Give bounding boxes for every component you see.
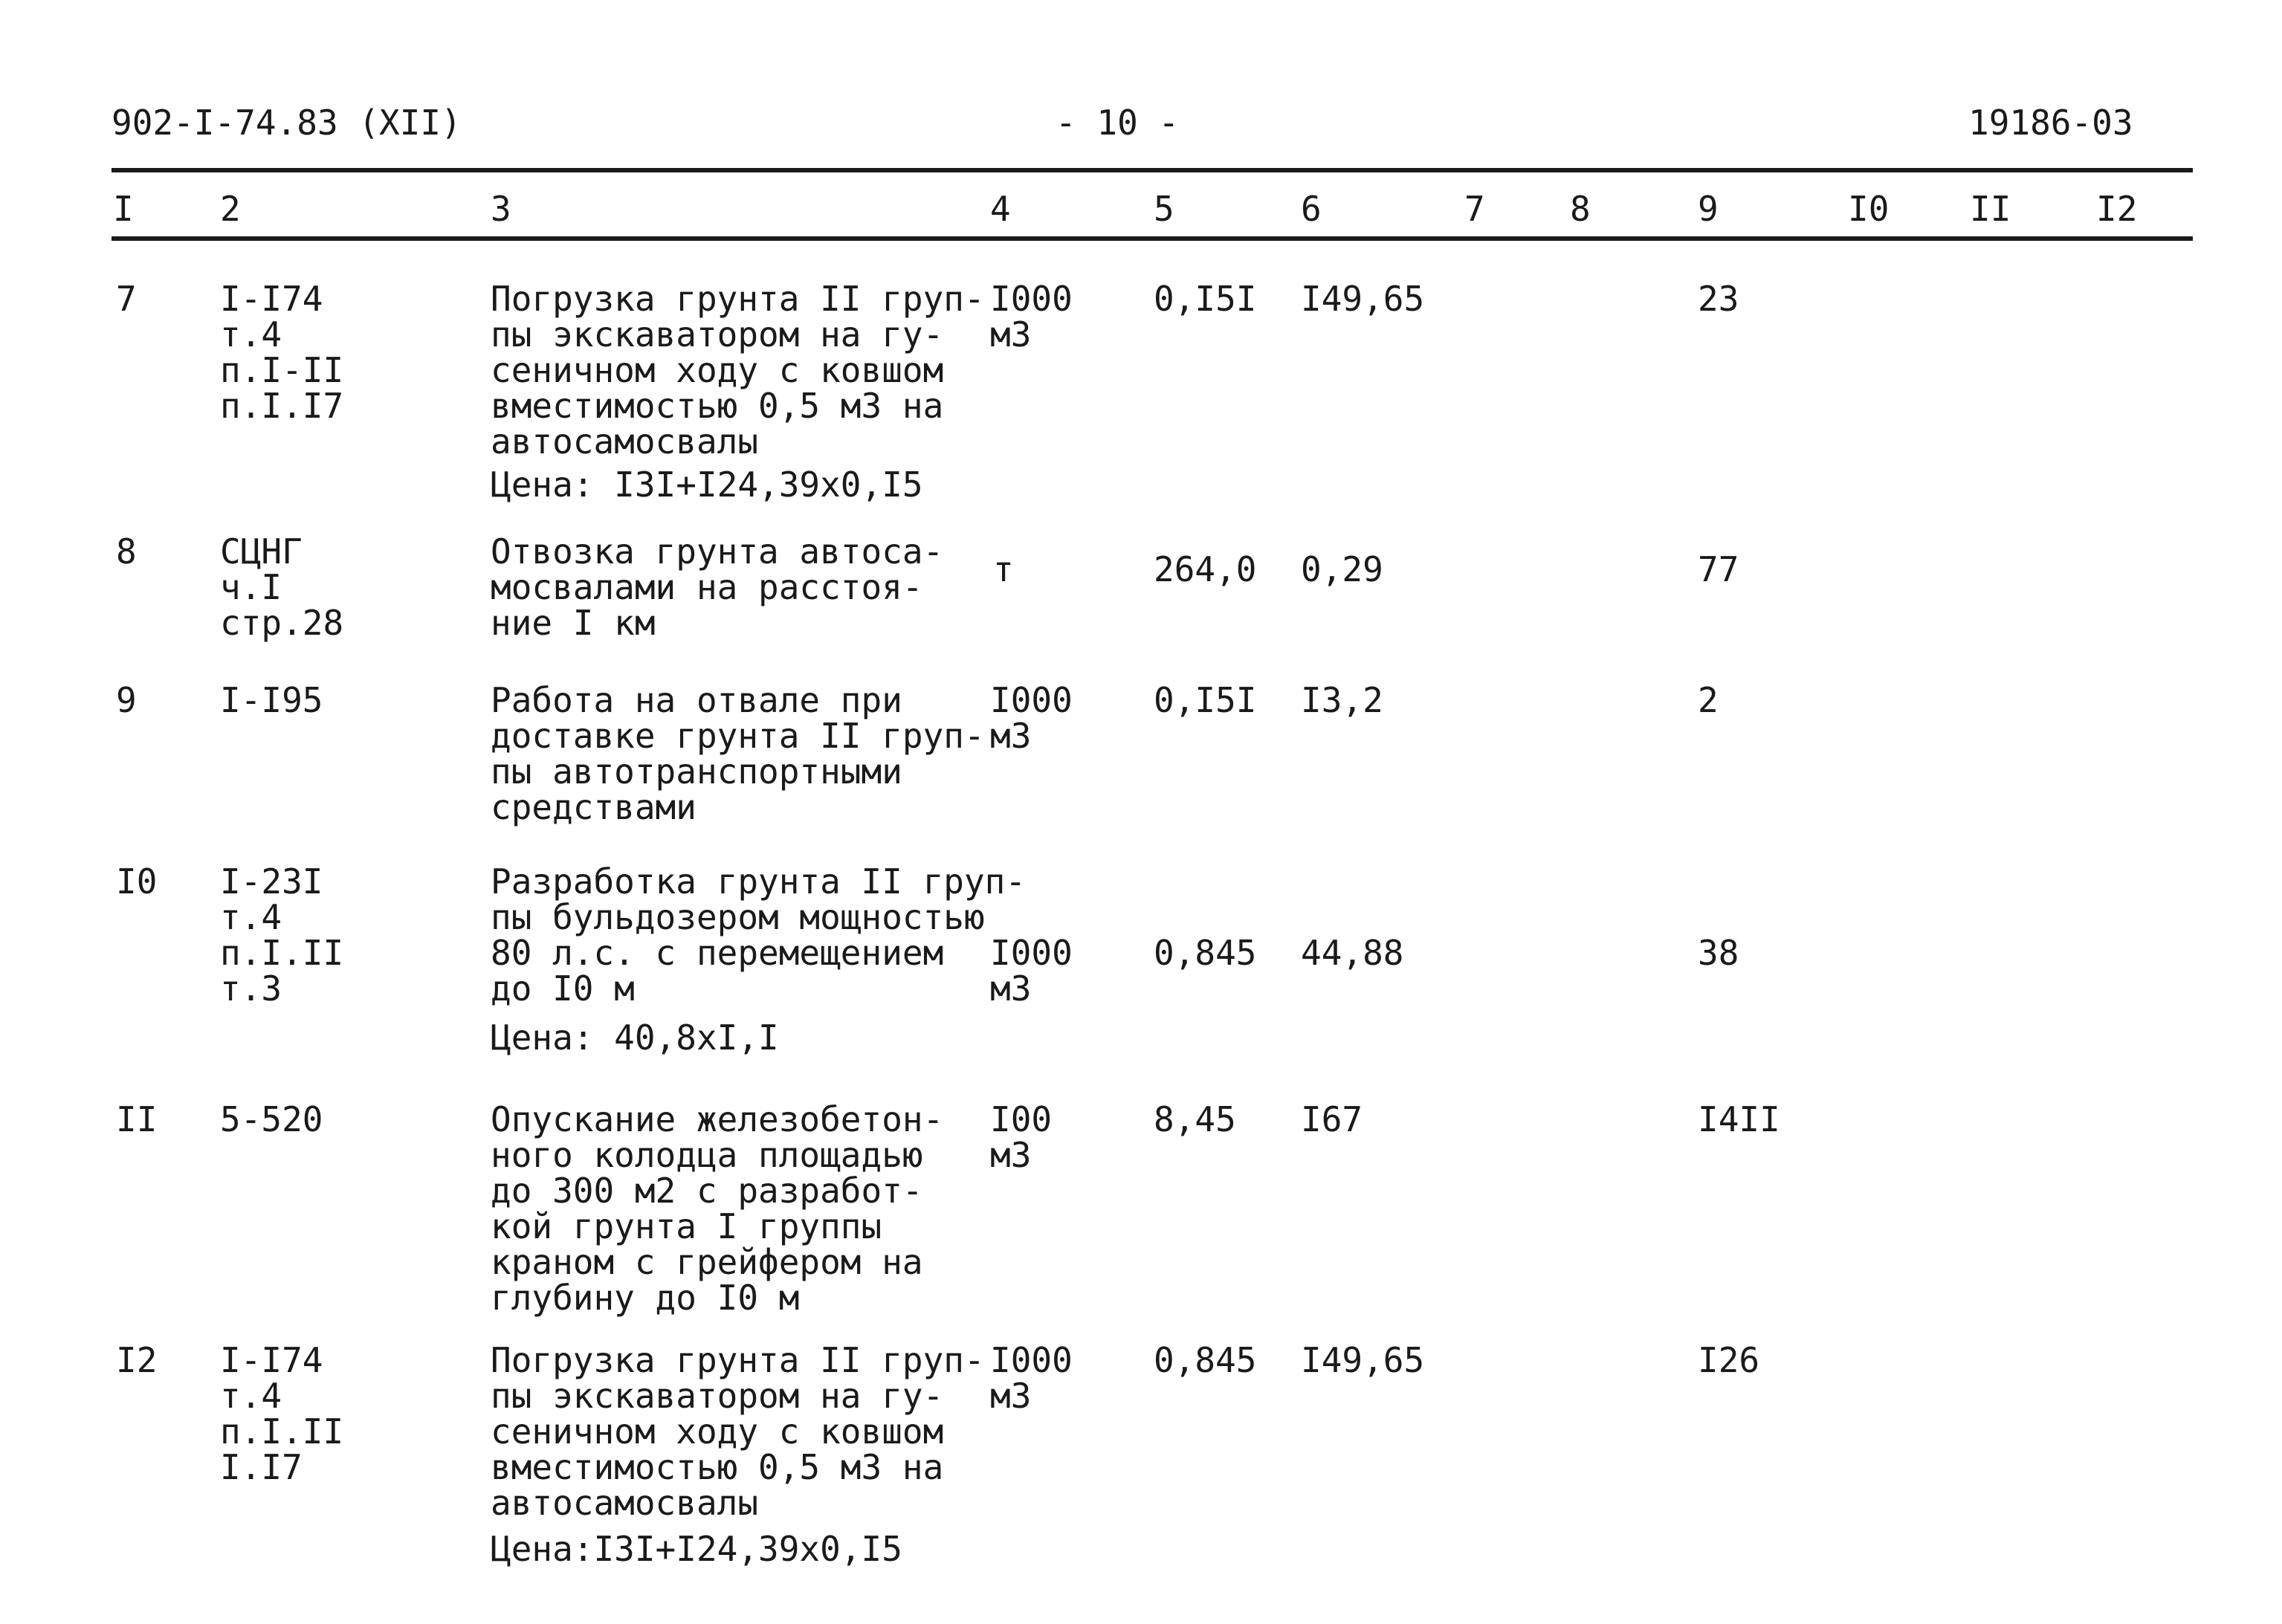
row-number: 8 <box>116 531 137 572</box>
unit: I000 м3 <box>990 680 1073 756</box>
document-code: 902-I-74.83 (XII) <box>111 103 462 143</box>
quantity: 8,45 <box>1154 1099 1236 1139</box>
quantity: 0,I5I <box>1154 279 1257 319</box>
total-cost: 38 <box>1698 933 1739 973</box>
column-header-8: 8 <box>1570 189 1591 229</box>
unit: I000 м3 <box>990 933 1073 1009</box>
column-header-10: I0 <box>1848 189 1890 229</box>
row-number: I2 <box>116 1340 158 1380</box>
unit: I000 м3 <box>990 1340 1073 1416</box>
work-description: Отвозка грунта автоса- мосвалами на расстоя- ние I км <box>491 531 944 643</box>
norm-code: I-23I т.4 п.I.II т.3 <box>220 861 344 1009</box>
row-number: 9 <box>116 680 137 720</box>
norm-code: I-I74 т.4 п.I-II п.I.I7 <box>220 279 344 426</box>
norm-code: I-I95 <box>220 680 323 720</box>
quantity: 0,I5I <box>1154 680 1257 720</box>
row-number: II <box>116 1099 158 1139</box>
norm-code: СЦНГ ч.I стр.28 <box>220 531 344 643</box>
unit-price: I49,65 <box>1301 1340 1425 1380</box>
header-bottom-rule <box>111 236 2193 241</box>
column-header-5: 5 <box>1154 189 1174 229</box>
row-number: 7 <box>116 279 137 319</box>
total-cost: I26 <box>1698 1340 1760 1380</box>
work-description: Погрузка грунта II груп- пы экскаватором на гу- сеничном ходу с ковшом вместимостью 0,5 м3 на автосамосвалы <box>491 1340 985 1523</box>
total-cost: 23 <box>1698 279 1739 319</box>
quantity: 0,845 <box>1154 1340 1257 1380</box>
column-header-3: 3 <box>491 189 511 229</box>
column-header-1: I <box>113 189 134 229</box>
norm-code: 5-520 <box>220 1099 323 1139</box>
unit-price: I49,65 <box>1301 279 1425 319</box>
quantity: 0,845 <box>1154 933 1257 973</box>
header-top-rule <box>111 168 2193 172</box>
unit-price: 0,29 <box>1301 549 1383 589</box>
page-number: - 10 - <box>1056 103 1180 143</box>
unit-price: I67 <box>1301 1099 1363 1139</box>
total-cost: 2 <box>1698 680 1719 720</box>
work-description: Разработка грунта II груп- пы бульдозером мощностью 80 л.с. с перемещением до I0 м <box>491 861 1027 1009</box>
unit: т <box>993 549 1014 589</box>
column-header-12: I2 <box>2096 189 2138 229</box>
unit-price: I3,2 <box>1301 680 1383 720</box>
price-formula: Цена:I3I+I24,39x0,I5 <box>491 1529 902 1569</box>
price-formula: Цена: I3I+I24,39x0,I5 <box>491 465 923 505</box>
unit: I000 м3 <box>990 279 1073 355</box>
column-header-9: 9 <box>1698 189 1719 229</box>
unit: I00 м3 <box>990 1099 1053 1175</box>
norm-code: I-I74 т.4 п.I.II I.I7 <box>220 1340 344 1487</box>
column-header-4: 4 <box>990 189 1011 229</box>
unit-price: 44,88 <box>1301 933 1404 973</box>
archive-number: 19186-03 <box>1968 103 2133 143</box>
row-number: I0 <box>116 861 158 902</box>
work-description: Погрузка грунта II груп- пы экскаватором на гу- сеничном ходу с ковшом вместимостью 0,5 м3 на автосамосвалы <box>491 279 985 462</box>
column-header-6: 6 <box>1301 189 1322 229</box>
quantity: 264,0 <box>1154 549 1257 589</box>
column-header-11: II <box>1970 189 2011 229</box>
price-formula: Цена: 40,8xI,I <box>491 1018 779 1058</box>
column-header-7: 7 <box>1464 189 1485 229</box>
total-cost: I4II <box>1698 1099 1780 1139</box>
work-description: Работа на отвале при доставке грунта II груп- пы автотранспортными средствами <box>491 680 985 827</box>
total-cost: 77 <box>1698 549 1739 589</box>
column-header-2: 2 <box>220 189 241 229</box>
work-description: Опускание железобетон- ного колодца площадью до 300 м2 с разработ- кой грунта I группы краном с грейфером на глубину до I0 м <box>491 1099 944 1318</box>
